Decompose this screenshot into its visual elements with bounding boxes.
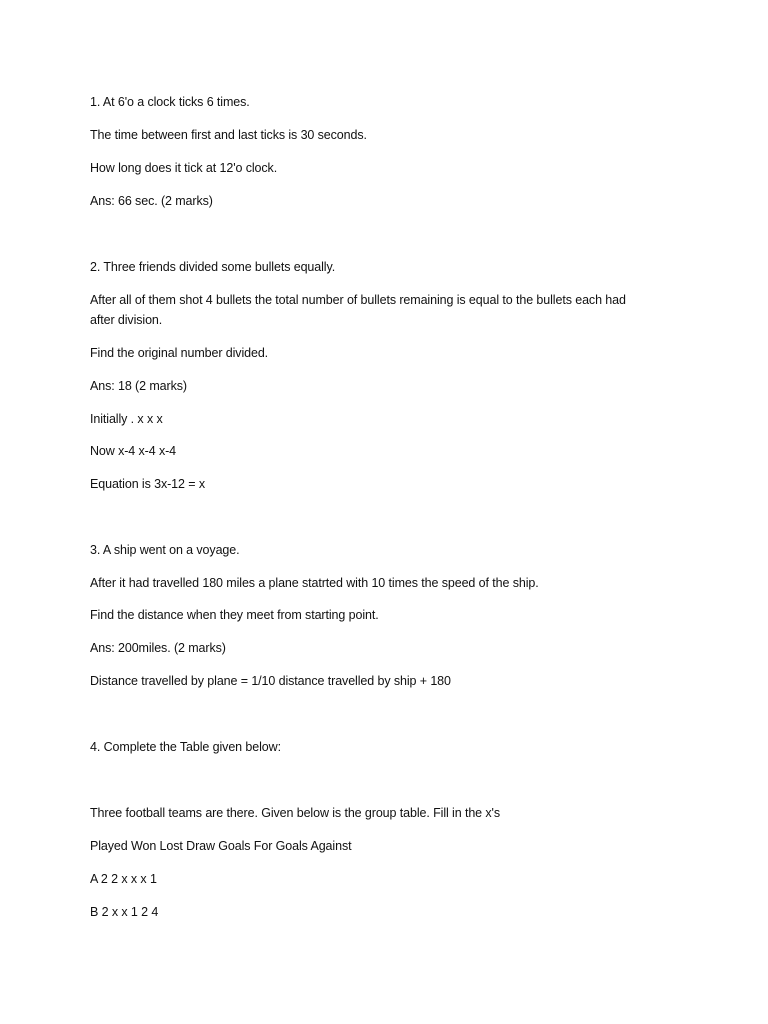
q2-working-equation: Equation is 3x-12 = x — [90, 477, 205, 491]
q3-working: Distance travelled by plane = 1/10 distance travelled by ship + 180 — [90, 674, 451, 688]
q4-text: Three football teams are there. Given below is the group table. Fill in the x's — [90, 806, 500, 820]
q1-title: 1. At 6'o a clock ticks 6 times. — [90, 95, 250, 109]
q3-question: Find the distance when they meet from starting point. — [90, 608, 379, 622]
q2-working-now: Now x-4 x-4 x-4 — [90, 444, 177, 458]
q1-text: The time between first and last ticks is 30 seconds. — [90, 128, 367, 142]
q1-question: How long does it tick at 12'o clock. — [90, 161, 278, 175]
q4-title: 4. Complete the Table given below: — [90, 740, 281, 754]
q4-table-row-b: B 2 x x 1 2 4 — [90, 905, 159, 919]
q2-question: Find the original number divided. — [90, 346, 269, 360]
q2-working-initial: Initially . x x x — [90, 412, 163, 426]
q3-text: After it had travelled 180 miles a plane statrted with 10 times the speed of the ship. — [90, 576, 539, 590]
q4-table-row-a: A 2 2 x x x 1 — [90, 872, 157, 886]
q1-answer: Ans: 66 sec. (2 marks) — [90, 194, 213, 208]
q2-text-line1: After all of them shot 4 bullets the total number of bullets remaining is equal to the bullets each had — [90, 293, 626, 307]
q2-text-line2: after division. — [90, 313, 163, 327]
q2-answer: Ans: 18 (2 marks) — [90, 379, 187, 393]
q2-title: 2. Three friends divided some bullets equally. — [90, 260, 336, 274]
q4-table-header: Played Won Lost Draw Goals For Goals Against — [90, 839, 352, 853]
q3-answer: Ans: 200miles. (2 marks) — [90, 641, 226, 655]
q3-title: 3. A ship went on a voyage. — [90, 543, 240, 557]
